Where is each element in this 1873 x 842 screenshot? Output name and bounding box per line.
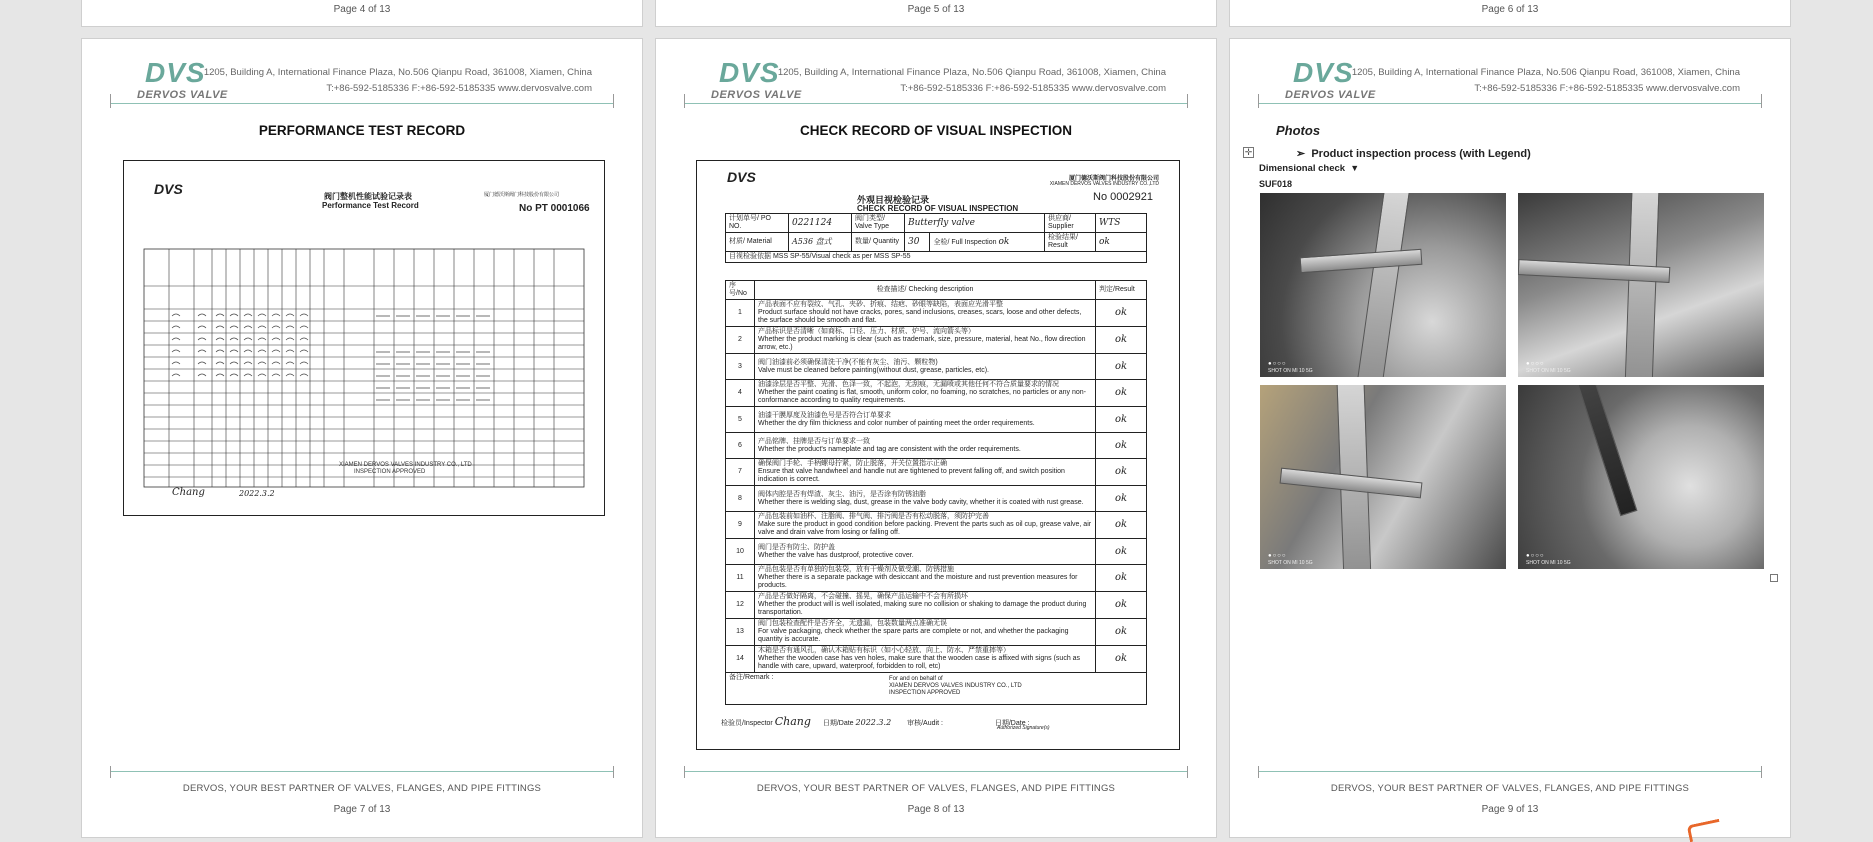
footer-corner-left: [1258, 766, 1259, 778]
row-result: ok: [1096, 354, 1147, 380]
row-desc: [755, 619, 1096, 646]
page-4-label: Page 4 of 13: [333, 4, 391, 15]
vi-remark: [726, 673, 1147, 705]
arrow-bullet-icon: ➢: [1296, 148, 1312, 160]
row-desc-cn: 阀体内腔是否有焊渣、灰尘、油污，是否涂有防锈油脂: [758, 490, 926, 498]
row-desc-en: Whether the wooden case has ven holes, make sure that the wooden case is affixed with signs (such as handle with care, upward, waterproof, forbidden to roll, etc): [758, 655, 1081, 670]
performance-test-scan: [123, 160, 605, 516]
authorized-signature: Authorized Signature(s): [997, 725, 1050, 731]
item-code: SUF018: [1259, 179, 1293, 189]
form-number-label: No: [519, 203, 533, 214]
visual-inspection-scan: [696, 160, 1180, 750]
row-result: ok: [1096, 646, 1147, 673]
row-desc-cn: 产品包装前如油杯、注脂阀、排气阀、排污阀是否有松动脱落，须防护完善: [758, 513, 989, 520]
col-desc: 检查描述/ Checking description: [755, 281, 1096, 300]
footer-slogan: DERVOS, YOUR BEST PARTNER OF VALVES, FLANGES, AND PIPE FITTINGS: [182, 783, 542, 794]
footer-rule: [110, 771, 614, 772]
check-row: [726, 300, 1147, 327]
page-title: Photos: [1276, 123, 1321, 138]
section-heading-text: Product inspection process (with Legend): [1311, 148, 1531, 160]
logo-name: DERVOS VALVE: [711, 89, 802, 101]
row-desc-en: Whether there is welding slag, dust, grease in the valve body cavity, whether it is coated with rust grease.: [758, 498, 1084, 506]
row-desc-cn: 油漆涂层是否平整、光滑、色泽一致，不起泡，无刮痕，无漏喷或其他任何不符合质量要求的情况: [758, 381, 1059, 388]
check-row: [726, 486, 1147, 512]
page-6-strip: [1229, 0, 1791, 27]
page-6-label: Page 6 of 13: [1481, 4, 1539, 15]
row-result: ok: [1096, 459, 1147, 486]
photo-caption: SHOT ON MI 10 5G: [1526, 368, 1571, 374]
row-desc: [755, 646, 1096, 673]
carousel-dots: ●○○○: [1526, 553, 1545, 559]
row-result: ok: [1096, 300, 1147, 327]
form-signature: Chang: [172, 487, 205, 498]
check-row: [726, 380, 1147, 407]
row-desc-en: Whether the product marking is clear (such as trademark, size, pressure, material, heat No., flow direction arrow, etc.): [758, 336, 1086, 351]
material-label: 材质/ Material: [726, 233, 789, 252]
page-number: Page 9 of 13: [1481, 804, 1539, 815]
vi-number-value: 0002921: [1110, 191, 1153, 203]
footer-corner-right: [1187, 766, 1188, 778]
inspector-label: 检验员/Inspector: [721, 720, 773, 727]
company-address: [778, 65, 1166, 97]
row-no: 7: [726, 459, 755, 486]
header-rule: [684, 103, 1188, 104]
row-desc-en: Whether the valve has dustproof, protective cover.: [758, 551, 914, 559]
row-desc: [755, 407, 1096, 433]
vi-cn-title: 外观目视检验记录: [857, 195, 930, 205]
inspector-signature: Chang: [774, 715, 811, 728]
page-7: [81, 38, 643, 838]
page-4-strip: [81, 0, 643, 27]
supplier-value: WTS: [1096, 214, 1147, 233]
row-no: 11: [726, 565, 755, 592]
footer-corner-right: [613, 766, 614, 778]
carousel-dots: ●○○○: [1526, 361, 1545, 367]
result-label: 检验结果/ Result: [1045, 233, 1096, 252]
check-row: [726, 539, 1147, 565]
row-no: 1: [726, 300, 755, 327]
header-corner-right: [613, 94, 614, 108]
vi-header-table: [725, 213, 1147, 263]
row-desc: [755, 300, 1096, 327]
vi-company-cn: 厦门德沃斯阀门科技股份有限公司: [1068, 176, 1159, 182]
row-desc-cn: 产品表面不应有裂纹、气孔、夹砂、折痕、结疤、砂眼等缺陷，表面应光滑平整: [758, 301, 1003, 308]
row-desc-en: Make sure the product in good condition before packing. Prevent the parts such as oil cup, grease valve, air valve and drain valve from losing or falling off.: [758, 521, 1092, 536]
chevron-down-icon: ▼: [1347, 163, 1360, 173]
row-no: 12: [726, 592, 755, 619]
row-desc-en: For valve packaging, check whether the spare parts are complete or not, and whether the packaging quantity is accurate.: [758, 628, 1069, 643]
photo-caption: SHOT ON MI 10 5G: [1526, 560, 1571, 566]
row-result: ok: [1096, 539, 1147, 565]
row-desc-cn: 阀门包装检查配件是否齐全，无遗漏，包装数量两点准确无误: [758, 620, 947, 627]
stamp-line-3: INSPECTION APPROVED: [889, 690, 961, 696]
row-desc-en: Ensure that valve handwheel and handle nut are tightened to prevent falling off, and switch position indication is correct.: [758, 468, 1065, 483]
valve-type-value: Butterfly valve: [905, 214, 1045, 233]
check-row: [726, 354, 1147, 380]
row-result: ok: [1096, 512, 1147, 539]
dropdown-label: Dimensional check: [1259, 163, 1346, 174]
header-corner-right: [1187, 94, 1188, 108]
photo-caption: SHOT ON MI 10 5G: [1268, 560, 1313, 566]
address-line-1: 1205, Building A, International Finance Plaza, No.506 Qianpu Road, 361008, Xiamen, China: [777, 67, 1166, 78]
carousel-dots: ●○○○: [1268, 553, 1287, 559]
row-result: ok: [1096, 565, 1147, 592]
header-corner-left: [110, 94, 111, 108]
address-line-1: 1205, Building A, International Finance Plaza, No.506 Qianpu Road, 361008, Xiamen, China: [203, 67, 592, 78]
row-desc-en: Whether the dry film thickness and color number of painting meet the order requirements.: [758, 419, 1035, 427]
form-en-title: Performance Test Record: [322, 201, 419, 210]
footer-corner-right: [1761, 766, 1762, 778]
row-result: ok: [1096, 486, 1147, 512]
col-result: 判定/Result: [1096, 281, 1147, 300]
vi-signoff: [721, 715, 1029, 728]
check-row: [726, 565, 1147, 592]
check-row: [726, 327, 1147, 354]
caliper-photo: [1260, 385, 1506, 569]
header-rule: [110, 103, 614, 104]
audit-label: 审核/Audit :: [907, 720, 943, 727]
row-desc: [755, 565, 1096, 592]
po-value: 0221124: [789, 214, 852, 233]
row-desc-cn: 产品是否做好隔离，不会碰撞、摇晃，确保产品运输中不会有所损坏: [758, 593, 968, 600]
caliper-photo: [1518, 193, 1764, 377]
audit-date-label: 日期/Date :: [994, 720, 1030, 727]
company-address: [204, 65, 592, 97]
footer-corner-left: [684, 766, 685, 778]
row-result: ok: [1096, 433, 1147, 459]
footer-corner-left: [110, 766, 111, 778]
row-desc-cn: 木箱是否有通风孔，确认木箱贴有标识（如小心轻放、向上、防水、严禁重摔等）: [758, 647, 1010, 654]
row-desc-cn: 产品铭牌、挂牌是否与订单要求一致: [758, 437, 870, 445]
row-no: 10: [726, 539, 755, 565]
row-desc: [755, 459, 1096, 486]
page-5-strip: [655, 0, 1217, 27]
address-line-1: 1205, Building A, International Finance Plaza, No.506 Qianpu Road, 361008, Xiamen, China: [1351, 67, 1740, 78]
form-date: 2022.3.2: [239, 489, 275, 498]
row-desc-cn: 阀门是否有防尘、防护盖: [758, 543, 835, 551]
row-desc: [755, 354, 1096, 380]
stamp-line-2: XIAMEN DERVOS VALVES INDUSTRY CO., LTD: [889, 683, 1022, 689]
header-corner-left: [1258, 94, 1259, 108]
row-desc: [755, 592, 1096, 619]
page-title: PERFORMANCE TEST RECORD: [258, 123, 466, 138]
col-no: 序号/No: [726, 281, 755, 300]
check-row: [726, 592, 1147, 619]
footer-slogan: DERVOS, YOUR BEST PARTNER OF VALVES, FLANGES, AND PIPE FITTINGS: [756, 783, 1116, 794]
row-no: 6: [726, 433, 755, 459]
valve-type-label: 阀门类型/ Valve Type: [852, 214, 905, 233]
form-logo: DVS: [154, 181, 183, 197]
row-desc-en: Whether the paint coating is flat, smooth, uniform color, no foaming, no scratches, no particles or any non-conformance according to quality requirements.: [758, 389, 1087, 404]
svg-text:XIAMEN DERVOS VALVES INDUSTRY: XIAMEN DERVOS VALVES INDUSTRY CO., LTD: [339, 462, 472, 468]
page-5-label: Page 5 of 13: [907, 4, 965, 15]
material-value: A536 盘式: [789, 233, 852, 252]
row-no: 4: [726, 380, 755, 407]
header-corner-left: [684, 94, 685, 108]
check-row: [726, 619, 1147, 646]
row-result: ok: [1096, 407, 1147, 433]
remark-label: 备注/Remark :: [729, 674, 774, 681]
check-row: [726, 433, 1147, 459]
form-logo: DVS: [727, 169, 756, 185]
qty-value: 30: [905, 233, 930, 252]
caliper-photo: [1518, 385, 1764, 569]
row-no: 2: [726, 327, 755, 354]
company-address: [1352, 65, 1740, 97]
row-result: ok: [1096, 327, 1147, 354]
qty-label: 数量/ Quantity: [852, 233, 905, 252]
vi-checklist-table: [725, 280, 1147, 705]
table-move-handle[interactable]: ✛: [1244, 147, 1253, 157]
carousel-dots: ●○○○: [1268, 361, 1287, 367]
check-row: [726, 646, 1147, 673]
row-no: 3: [726, 354, 755, 380]
page-number: Page 7 of 13: [333, 804, 391, 815]
row-desc-cn: 产品包装是否有单独的包装袋，放有干燥剂及做受潮、防锈措施: [758, 566, 954, 573]
row-no: 5: [726, 407, 755, 433]
address-line-2: T:+86-592-5185336 F:+86-592-5185335 www.dervosvalve.com: [326, 83, 592, 94]
caliper-photo: [1260, 193, 1506, 377]
row-no: 13: [726, 619, 755, 646]
row-desc: [755, 539, 1096, 565]
full-inspection-label: 全检/ Full Inspection: [933, 238, 997, 246]
row-desc: [755, 327, 1096, 354]
vi-en-title: CHECK RECORD OF VISUAL INSPECTION: [857, 204, 1019, 213]
check-row: [726, 512, 1147, 539]
approval-stamp: [889, 676, 1180, 697]
row-desc-en: Whether there is a separate package with desiccant and the moisture and rust prevention measures for products.: [758, 574, 1078, 589]
page-9: [1229, 38, 1791, 838]
logo-mark: DVS: [1293, 57, 1354, 88]
row-no: 8: [726, 486, 755, 512]
stamp-line-1: For and on behalf of: [889, 676, 943, 682]
row-desc-cn: 油漆干膜厚度及油漆色号是否符合订单要求: [758, 411, 891, 419]
footer-slogan: DERVOS, YOUR BEST PARTNER OF VALVES, FLANGES, AND PIPE FITTINGS: [1330, 783, 1690, 794]
page-number: Page 8 of 13: [907, 804, 965, 815]
vi-company-en: XIAMEN DERVOS VALVES INDUSTRY CO.,LTD: [1049, 181, 1159, 187]
footer-rule: [1258, 771, 1762, 772]
full-inspection-value: ok: [998, 236, 1010, 247]
photo-caption: SHOT ON MI 10 5G: [1268, 368, 1313, 374]
row-desc: [755, 433, 1096, 459]
address-line-2: T:+86-592-5185336 F:+86-592-5185335 www.dervosvalve.com: [1474, 83, 1740, 94]
logo-mark: DVS: [719, 57, 780, 88]
logo-name: DERVOS VALVE: [1285, 89, 1376, 101]
row-desc-en: Product surface should not have cracks, pores, sand inclusions, creases, scars, loose and other defects, the surface should be smooth and flat.: [758, 309, 1082, 324]
page-title: CHECK RECORD OF VISUAL INSPECTION: [799, 123, 1073, 138]
header-rule: [1258, 103, 1762, 104]
form-cn-title: 阀门整机性能试验记录表: [324, 192, 412, 201]
row-desc-en: Whether the product will is well isolated, making sure no collision or shaking to damage the product during transportation.: [758, 601, 1087, 616]
dimensional-check-dropdown[interactable]: [1259, 163, 1359, 174]
row-desc: [755, 486, 1096, 512]
row-desc: [755, 380, 1096, 407]
address-line-2: T:+86-592-5185336 F:+86-592-5185335 www.dervosvalve.com: [900, 83, 1166, 94]
logo-name: DERVOS VALVE: [137, 89, 228, 101]
row-desc-cn: 阀门油漆前必须确保清洗干净(不能有灰尘、油污、颗粒物): [758, 358, 938, 366]
row-result: ok: [1096, 619, 1147, 646]
date-label: 日期/Date: [822, 720, 854, 727]
page-8: [655, 38, 1217, 838]
svg-text:INSPECTION APPROVED: INSPECTION APPROVED: [354, 469, 426, 475]
form-number-value: PT 0001066: [535, 203, 590, 214]
check-row: [726, 407, 1147, 433]
performance-grid: [124, 161, 604, 515]
table-resize-handle[interactable]: [1770, 574, 1778, 582]
logo-mark: DVS: [145, 57, 206, 88]
header-corner-right: [1761, 94, 1762, 108]
row-desc-cn: 产品标识是否清晰（如商标、口径、压力、材质、炉号、流向箭头等）: [758, 328, 975, 335]
footer-rule: [684, 771, 1188, 772]
supplier-label: 供应商/ Supplier: [1045, 214, 1096, 233]
vi-basis: 目视检验依据 MSS SP-55/Visual check as per MSS SP-55: [726, 252, 1147, 263]
form-company-cn: 厦门德沃斯阀门科技股份有限公司: [484, 192, 560, 198]
date-value: 2022.3.2: [855, 718, 892, 727]
row-result: ok: [1096, 592, 1147, 619]
vi-number-label: No: [1093, 191, 1108, 203]
check-row: [726, 459, 1147, 486]
row-desc-en: Whether the product's nameplate and tag are consistent with the order requirements.: [758, 445, 1021, 453]
full-inspection: [930, 233, 1045, 252]
row-desc: [755, 512, 1096, 539]
row-result: ok: [1096, 380, 1147, 407]
po-label: 计划单号/ PO NO.: [726, 214, 789, 233]
result-value: ok: [1096, 233, 1147, 252]
row-no: 14: [726, 646, 755, 673]
section-heading: [1296, 147, 1531, 160]
vi-number: [1093, 191, 1153, 203]
row-desc-en: Valve must be cleaned before painting(without dust, grease, particles, etc).: [758, 366, 989, 374]
row-no: 9: [726, 512, 755, 539]
row-desc-cn: 确保阀门手轮、手柄螺母拧紧，防止脱落，开关位置指示正确: [758, 460, 947, 467]
